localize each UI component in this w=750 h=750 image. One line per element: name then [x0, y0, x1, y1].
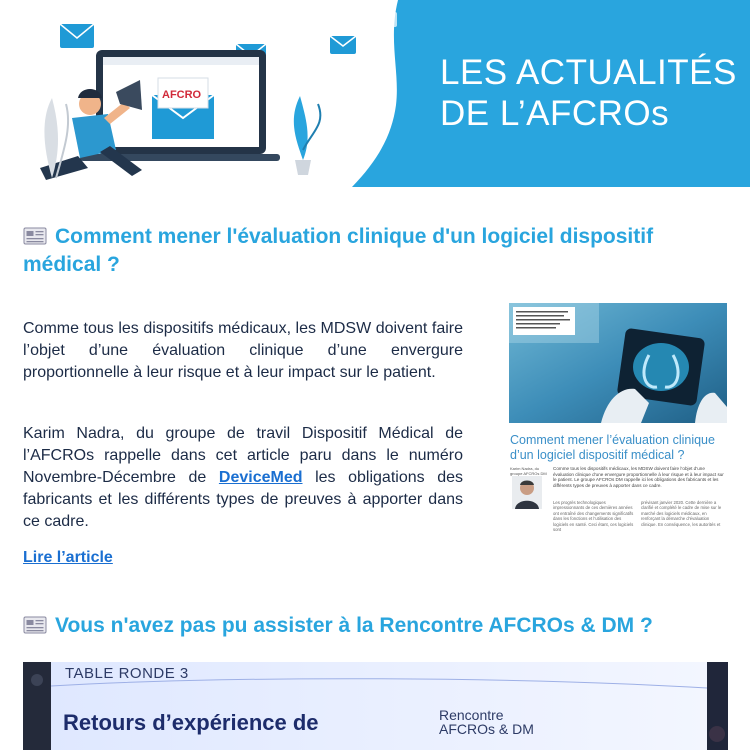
banner-title-line1: LES ACTUALITÉS: [440, 53, 737, 92]
thumbnail-author: Karim Nadra, du groupe AFCROs DM: [510, 466, 547, 476]
svg-text:AFCRO: AFCRO: [162, 89, 202, 101]
read-article-link[interactable]: Lire l’article: [23, 549, 113, 566]
article1-paragraph2-after: les obligations des fabricants et les différents types de preuves à apporter dans ce cadre.: [23, 469, 463, 530]
devicemed-link[interactable]: DeviceMed: [218, 469, 303, 486]
article2-heading: [23, 612, 723, 640]
event-screen-title: Retours d’expérience de: [63, 710, 319, 735]
banner-title: [440, 52, 737, 134]
thumbnail-title: Comment mener l’évaluation clinique d’un logiciel dispositif médical ?: [510, 433, 715, 462]
article1-heading-text: Comment mener l'évaluation clinique d'un logiciel dispositif médical ?: [23, 225, 654, 276]
thumbnail-column1: Les progrès technologiques impressionnants de ces dernières années ont entraîné des changements significatifs dans les fonctions et l’utilisation des logiciels en santé. Ceci étant, ces logiciels sont: [553, 500, 634, 533]
thumbnail-photo: [509, 303, 727, 423]
thumbnail-intro: Comme tous les dispositifs médicaux, les MDSW doivent faire l’objet d’une évaluation clinique d’une envergure proportionnelle à leur risque et à leur impact sur le patient. Le groupe AFCROs DM rappelle ici les obligations des fabricants et les différents types de preuves à apporter dans ce cadre.: [553, 466, 724, 488]
article1-paragraph2-before: Karim Nadra, du groupe de travil Dispositif Médical de l’AFCROs rappelle dans cet article paru dans le numéro Novembre-Décembre de: [23, 425, 463, 486]
event-name-line1: Rencontre: [439, 707, 504, 723]
article1-heading: [23, 223, 723, 279]
article1-paragraph2: [23, 423, 463, 533]
thumbnail-column2: prévisant janvier 2020. Cette dernière a clarifié et complété le cadre de mise sur le marché des logiciels médicaux, en renforçant la démarche d’évaluation clinique. En conséquence, les autorités et: [641, 500, 722, 527]
banner-title-line2: DE L’AFCROs: [440, 94, 670, 133]
newspaper-icon: [23, 616, 47, 634]
article1-paragraph1: Comme tous les dispositifs médicaux, les MDSW doivent faire l’objet d’une évaluation clinique d’une envergure proportionnelle à leur risque et à leur impact sur le patient.: [23, 320, 463, 381]
event-name-line2: AFCROs & DM: [439, 721, 534, 737]
event-name: [439, 708, 534, 736]
author-portrait: [512, 476, 542, 509]
event-table-label: TABLE RONDE 3: [65, 665, 189, 682]
article1-thumbnail[interactable]: [509, 303, 727, 533]
article2-heading-text: Vous n'avez pas pu assister à la Rencontre AFCROs & DM ?: [55, 614, 653, 637]
header-banner: [0, 0, 750, 187]
newspaper-icon: [23, 227, 47, 245]
event-photo[interactable]: [23, 662, 728, 750]
